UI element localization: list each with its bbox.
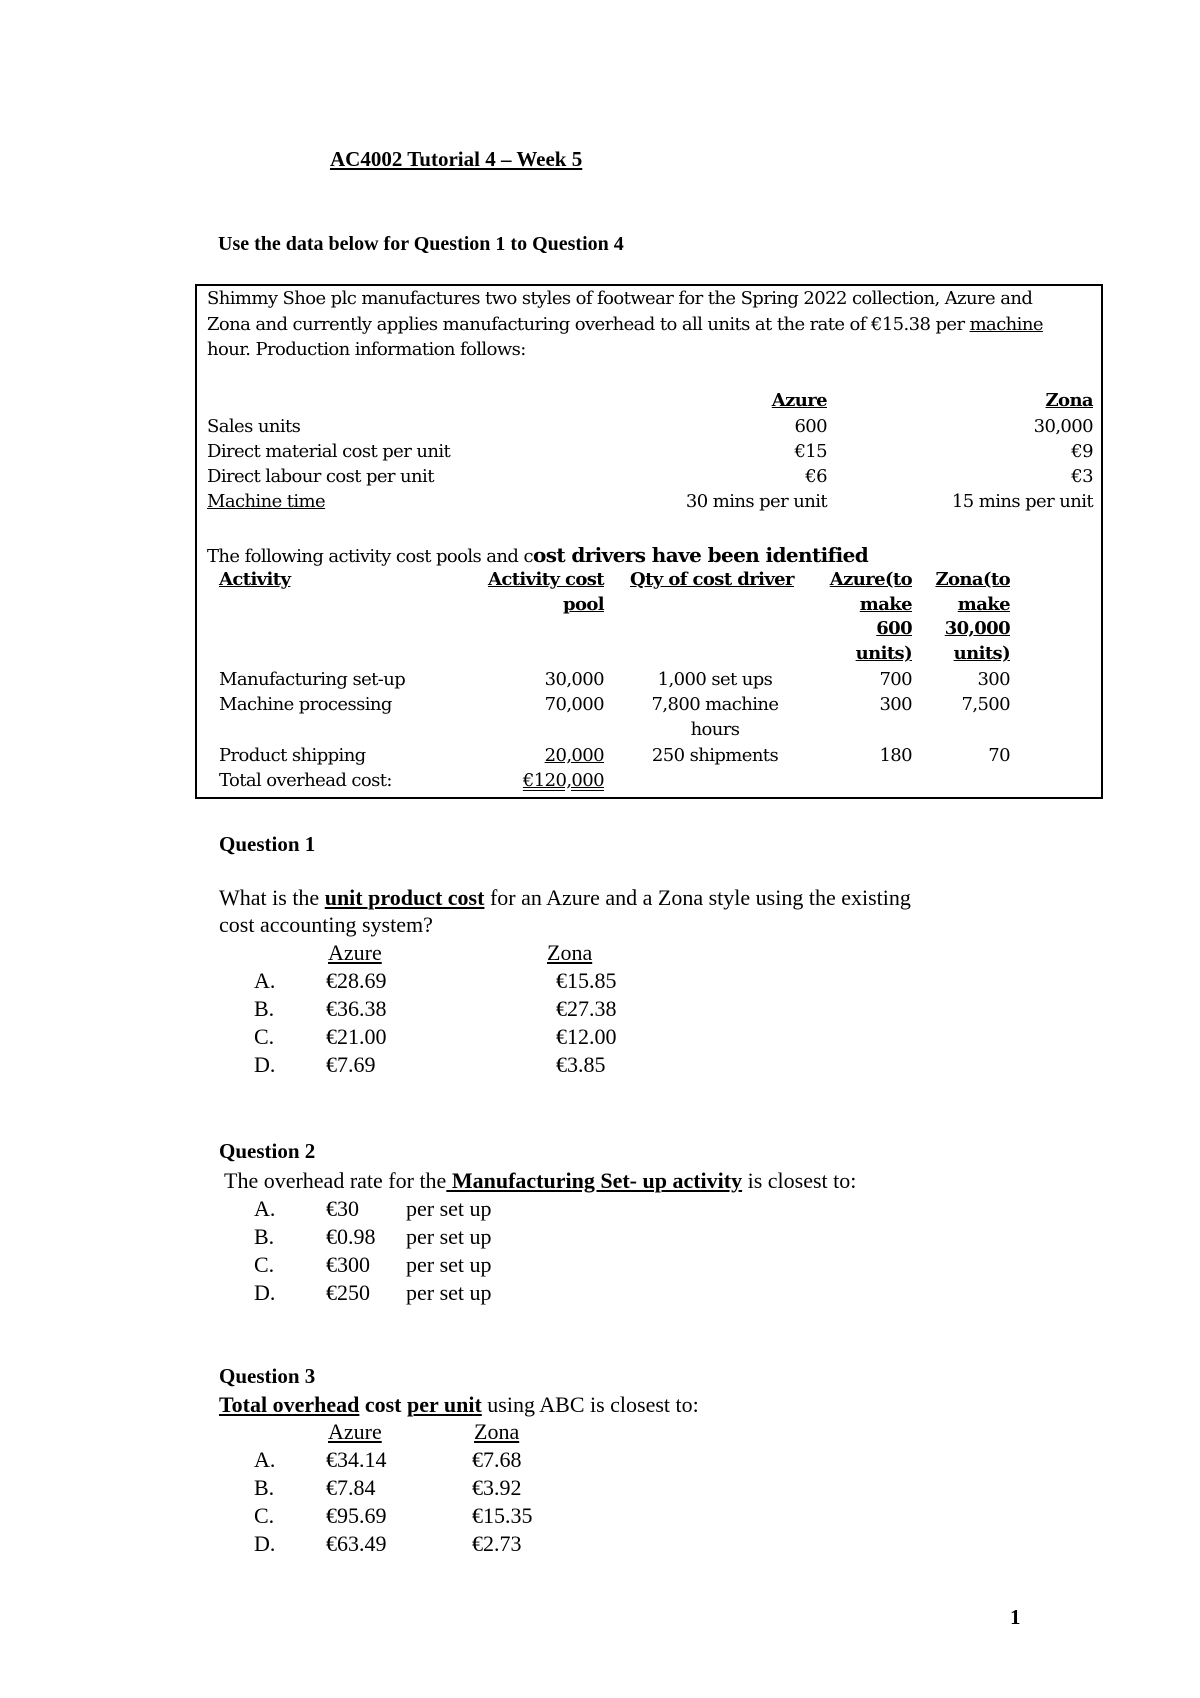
q1-col-azure: Azure bbox=[328, 940, 382, 965]
activity-pool: 20,000 bbox=[544, 745, 604, 766]
q2-option-letter: C. bbox=[254, 1252, 275, 1277]
row-azure: €15 bbox=[794, 441, 827, 462]
q1-option-azure: €36.38 bbox=[326, 996, 387, 1021]
activity-driver: 7,800 machine bbox=[651, 694, 779, 715]
activity-driver-line-2: hours bbox=[690, 719, 740, 740]
activity-name: Product shipping bbox=[219, 745, 366, 766]
q3-option-zona: €7.68 bbox=[472, 1447, 522, 1472]
q2-option-letter: A. bbox=[254, 1196, 276, 1221]
q3-heading: Question 3 bbox=[219, 1364, 316, 1388]
q2-heading: Question 2 bbox=[219, 1139, 316, 1163]
row-label: Direct labour cost per unit bbox=[207, 466, 434, 487]
q2-option-unit: per set up bbox=[406, 1196, 492, 1221]
page-number: 1 bbox=[1010, 1605, 1021, 1629]
q2-option-unit: per set up bbox=[406, 1280, 492, 1305]
q1-col-zona: Zona bbox=[547, 940, 593, 965]
q1-text-bold: unit product cost bbox=[324, 885, 485, 910]
zona-col-header-3: 30,000 bbox=[944, 618, 1010, 639]
row-zona: 15 mins per unit bbox=[951, 491, 1093, 512]
row-label: Machine time bbox=[207, 491, 326, 512]
cost-pool-header-1: Activity cost bbox=[487, 569, 604, 590]
q1-option-azure: €28.69 bbox=[326, 968, 387, 993]
activity-pool: 30,000 bbox=[544, 669, 604, 690]
q3-option-letter: A. bbox=[254, 1447, 276, 1472]
activity-azure: 700 bbox=[879, 669, 912, 690]
azure-col-header-2: make bbox=[859, 594, 912, 615]
activity-azure: 300 bbox=[879, 694, 912, 715]
q2-option-value: €0.98 bbox=[326, 1224, 376, 1249]
activity-intro-bold: ost drivers have been identified bbox=[532, 543, 869, 567]
q1-option-letter: C. bbox=[254, 1024, 275, 1049]
q1-option-letter: B. bbox=[254, 996, 275, 1021]
q2-option-value: €300 bbox=[326, 1252, 370, 1277]
q3-option-azure: €63.49 bbox=[326, 1531, 387, 1556]
activity-intro bbox=[207, 543, 868, 567]
q3-option-zona: €3.92 bbox=[472, 1475, 522, 1500]
q3-option-zona: €2.73 bbox=[472, 1531, 522, 1556]
azure-header: Azure bbox=[771, 390, 827, 411]
q3-option-azure: €7.84 bbox=[326, 1475, 376, 1500]
activity-name: Manufacturing set-up bbox=[219, 669, 406, 690]
q1-option-letter: D. bbox=[254, 1052, 276, 1077]
row-azure: €6 bbox=[805, 466, 827, 487]
page-title: AC4002 Tutorial 4 – Week 5 bbox=[330, 147, 583, 171]
q3-col-zona: Zona bbox=[474, 1419, 520, 1444]
row-zona: 30,000 bbox=[1033, 416, 1093, 437]
instruction-heading: Use the data below for Question 1 to Question 4 bbox=[218, 233, 624, 255]
total-value: €120,000 bbox=[522, 770, 604, 791]
q1-option-zona: €12.00 bbox=[556, 1024, 617, 1049]
q2-option-value: €250 bbox=[326, 1280, 370, 1305]
q1-heading: Question 1 bbox=[219, 832, 316, 856]
cost-pool-header-2: pool bbox=[562, 594, 604, 615]
q3-option-letter: D. bbox=[254, 1531, 276, 1556]
q1-option-azure: €7.69 bbox=[326, 1052, 376, 1077]
q1-text-suffix: for an Azure and a Zona style using the existing bbox=[484, 885, 911, 910]
q2-text-suffix: is closest to: bbox=[742, 1168, 857, 1193]
q2-text bbox=[224, 1168, 856, 1194]
row-label: Direct material cost per unit bbox=[207, 441, 451, 462]
row-zona: €3 bbox=[1071, 466, 1093, 487]
q2-option-unit: per set up bbox=[406, 1252, 492, 1277]
zona-col-header-2: make bbox=[957, 594, 1010, 615]
q3-text bbox=[219, 1392, 699, 1418]
q2-text-bold: Manufacturing Set- up activity bbox=[446, 1168, 743, 1193]
q1-option-zona: €15.85 bbox=[556, 968, 617, 993]
q3-option-azure: €34.14 bbox=[326, 1447, 387, 1472]
zona-col-header-1: Zona(to bbox=[935, 569, 1010, 590]
activity-pool: 70,000 bbox=[544, 694, 604, 715]
azure-col-header-4: units) bbox=[855, 643, 912, 664]
activity-driver: 1,000 set ups bbox=[657, 669, 773, 690]
row-label: Sales units bbox=[207, 416, 301, 437]
driver-header: Qty of cost driver bbox=[630, 569, 794, 590]
q3-option-zona: €15.35 bbox=[472, 1503, 533, 1528]
q2-option-unit: per set up bbox=[406, 1224, 492, 1249]
activity-zona: 70 bbox=[988, 745, 1010, 766]
zona-header: Zona bbox=[1045, 390, 1093, 411]
q1-text-prefix: What is the bbox=[219, 885, 325, 910]
azure-col-header-3: 600 bbox=[876, 618, 912, 639]
row-azure: 30 mins per unit bbox=[685, 491, 827, 512]
activity-col-header: Activity bbox=[219, 569, 291, 590]
activity-azure: 180 bbox=[879, 745, 912, 766]
row-zona: €9 bbox=[1071, 441, 1093, 462]
row-azure: 600 bbox=[794, 416, 827, 437]
q3-option-azure: €95.69 bbox=[326, 1503, 387, 1528]
intro-line-3: hour. Production information follows: bbox=[207, 339, 526, 360]
intro-line-1: Shimmy Shoe plc manufactures two styles of footwear for the Spring 2022 collection, Azure and bbox=[207, 288, 1033, 309]
q3-text-bold-plain: cost bbox=[359, 1392, 408, 1417]
azure-col-header-1: Azure(to bbox=[829, 569, 912, 590]
activity-name: Machine processing bbox=[219, 694, 392, 715]
q2-option-value: €30 bbox=[326, 1196, 359, 1221]
q1-text-line-2: cost accounting system? bbox=[219, 912, 433, 937]
intro-line-2-text: Zona and currently applies manufacturing overhead to all units at the rate of €15.38 per bbox=[207, 314, 970, 335]
q3-text-suffix: using ABC is closest to: bbox=[481, 1392, 699, 1417]
q3-option-letter: B. bbox=[254, 1475, 275, 1500]
q1-option-zona: €3.85 bbox=[556, 1052, 606, 1077]
q1-text bbox=[219, 885, 911, 911]
machine-term: machine bbox=[969, 314, 1043, 335]
q2-option-letter: D. bbox=[254, 1280, 276, 1305]
q3-col-azure: Azure bbox=[328, 1419, 382, 1444]
total-label: Total overhead cost: bbox=[219, 770, 392, 791]
q2-text-prefix: The overhead rate for the bbox=[224, 1168, 447, 1193]
q1-option-zona: €27.38 bbox=[556, 996, 617, 1021]
q3-option-letter: C. bbox=[254, 1503, 275, 1528]
zona-col-header-4: units) bbox=[953, 643, 1010, 664]
q3-text-bold-2: per unit bbox=[407, 1392, 482, 1417]
q1-option-azure: €21.00 bbox=[326, 1024, 387, 1049]
intro-line-2 bbox=[207, 314, 1043, 335]
activity-zona: 300 bbox=[977, 669, 1010, 690]
q1-option-letter: A. bbox=[254, 968, 276, 993]
activity-zona: 7,500 bbox=[961, 694, 1010, 715]
activity-intro-text: The following activity cost pools and c bbox=[207, 546, 533, 567]
q2-option-letter: B. bbox=[254, 1224, 275, 1249]
q3-text-bold-1: Total overhead bbox=[219, 1392, 360, 1417]
activity-driver: 250 shipments bbox=[651, 745, 779, 766]
